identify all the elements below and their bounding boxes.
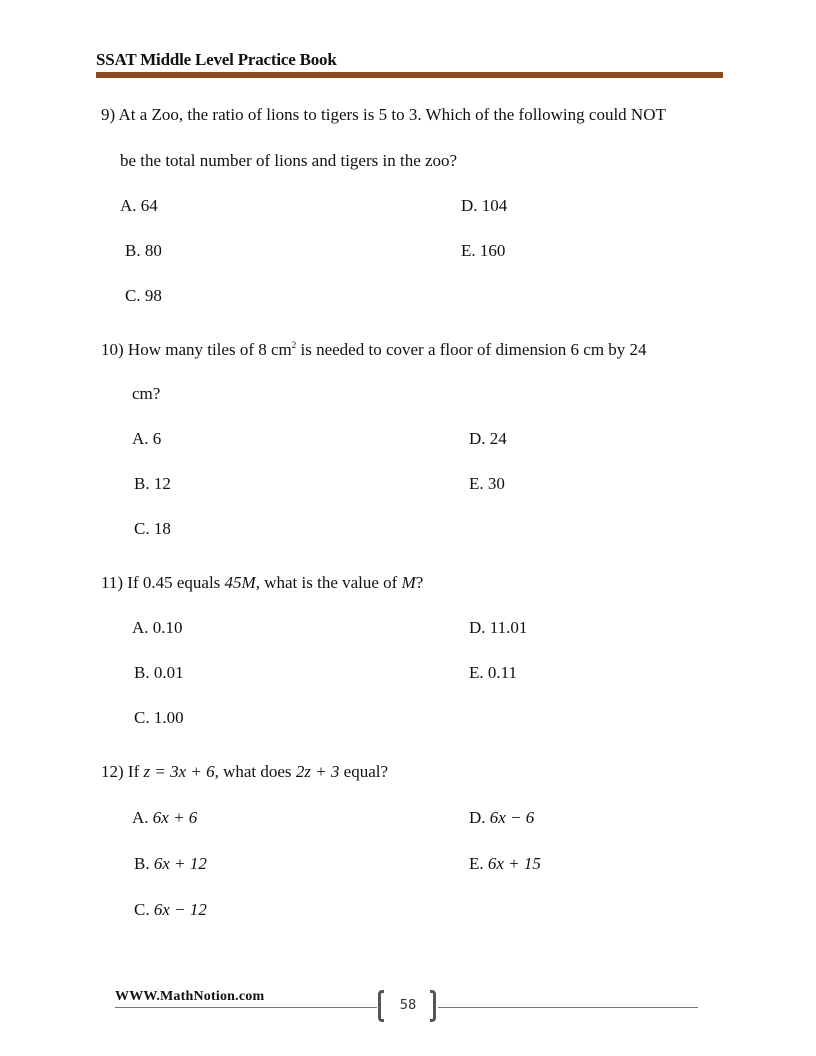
q9-option-a: A. 64 [120,196,158,215]
q10-option-b: B. 12 [134,474,171,493]
q12-option-b-expr: 6x + 12 [153,854,207,873]
q12-option-b-label: B. [134,854,154,873]
q10-stem-line1 [101,340,647,360]
footer-rule-right [438,1007,698,1008]
q10-option-e: E. 30 [469,474,505,493]
q11-prefix: 11) If 0.45 equals [101,573,225,592]
page-number-left-bracket [378,990,384,1022]
q12-option-d-expr: 6x − 6 [489,808,535,827]
q9-stem-line2: be the total number of lions and tigers in the zoo? [120,151,458,170]
q10-stem-text-a: 10) How many tiles of 8 cm [101,340,292,359]
q12-stem [101,762,388,782]
q12-prefix: 12) If [101,762,144,781]
q12-option-a-expr: 6x + 6 [152,808,198,827]
q12-expression-z: z = 3x + 6 [143,762,215,781]
q10-option-a: A. 6 [132,429,162,448]
q10-stem-text-b: is needed to cover a floor of dimension 6 cm by 24 [296,340,647,359]
q11-option-e: E. 0.11 [469,663,518,682]
q11-expression-45m: 45M [224,573,256,592]
q10-option-d: D. 24 [469,429,507,448]
q9-option-b: B. 80 [125,241,162,260]
q11-option-c: C. 1.00 [134,708,184,727]
q12-option-a-label: A. [132,808,153,827]
q11-option-a: A. 0.10 [132,618,183,637]
q9-option-e: E. 160 [461,241,506,260]
q11-suffix: ? [415,573,424,592]
q12-expression-2z3: 2z + 3 [295,762,340,781]
footer-website: WWW.MathNotion.com [115,989,265,1004]
footer-rule-left [115,1007,377,1008]
q10-stem-line2: cm? [132,384,161,403]
q12-option-c-expr: 6x − 12 [153,900,207,919]
q12-option-e [469,854,541,874]
q11-expression-m: M [401,573,416,592]
q12-suffix: equal? [339,762,389,781]
header-rule [96,72,723,78]
q12-middle: , what does [214,762,296,781]
q12-option-e-label: E. [469,854,488,873]
page-number-right-bracket [430,990,436,1022]
q12-option-e-expr: 6x + 15 [487,854,541,873]
q11-middle: , what is the value of [255,573,402,592]
q12-option-d-label: D. [469,808,490,827]
q10-superscript: 2 [291,340,297,350]
q12-option-a [132,808,197,828]
q11-stem [101,573,423,593]
header-title: SSAT Middle Level Practice Book [96,50,337,69]
q9-stem-line1: 9) At a Zoo, the ratio of lions to tigers is 5 to 3. Which of the following could NOT [101,105,666,124]
q12-option-c-label: C. [134,900,154,919]
q9-option-d: D. 104 [461,196,508,215]
page-number: 58 [399,998,417,1013]
q11-option-d: D. 11.01 [469,618,528,637]
q11-option-b: B. 0.01 [134,663,184,682]
q12-option-c [134,900,207,920]
q12-option-d [469,808,534,828]
q9-option-c: C. 98 [125,286,162,305]
q12-option-b [134,854,207,874]
q10-option-c: C. 18 [134,519,171,538]
